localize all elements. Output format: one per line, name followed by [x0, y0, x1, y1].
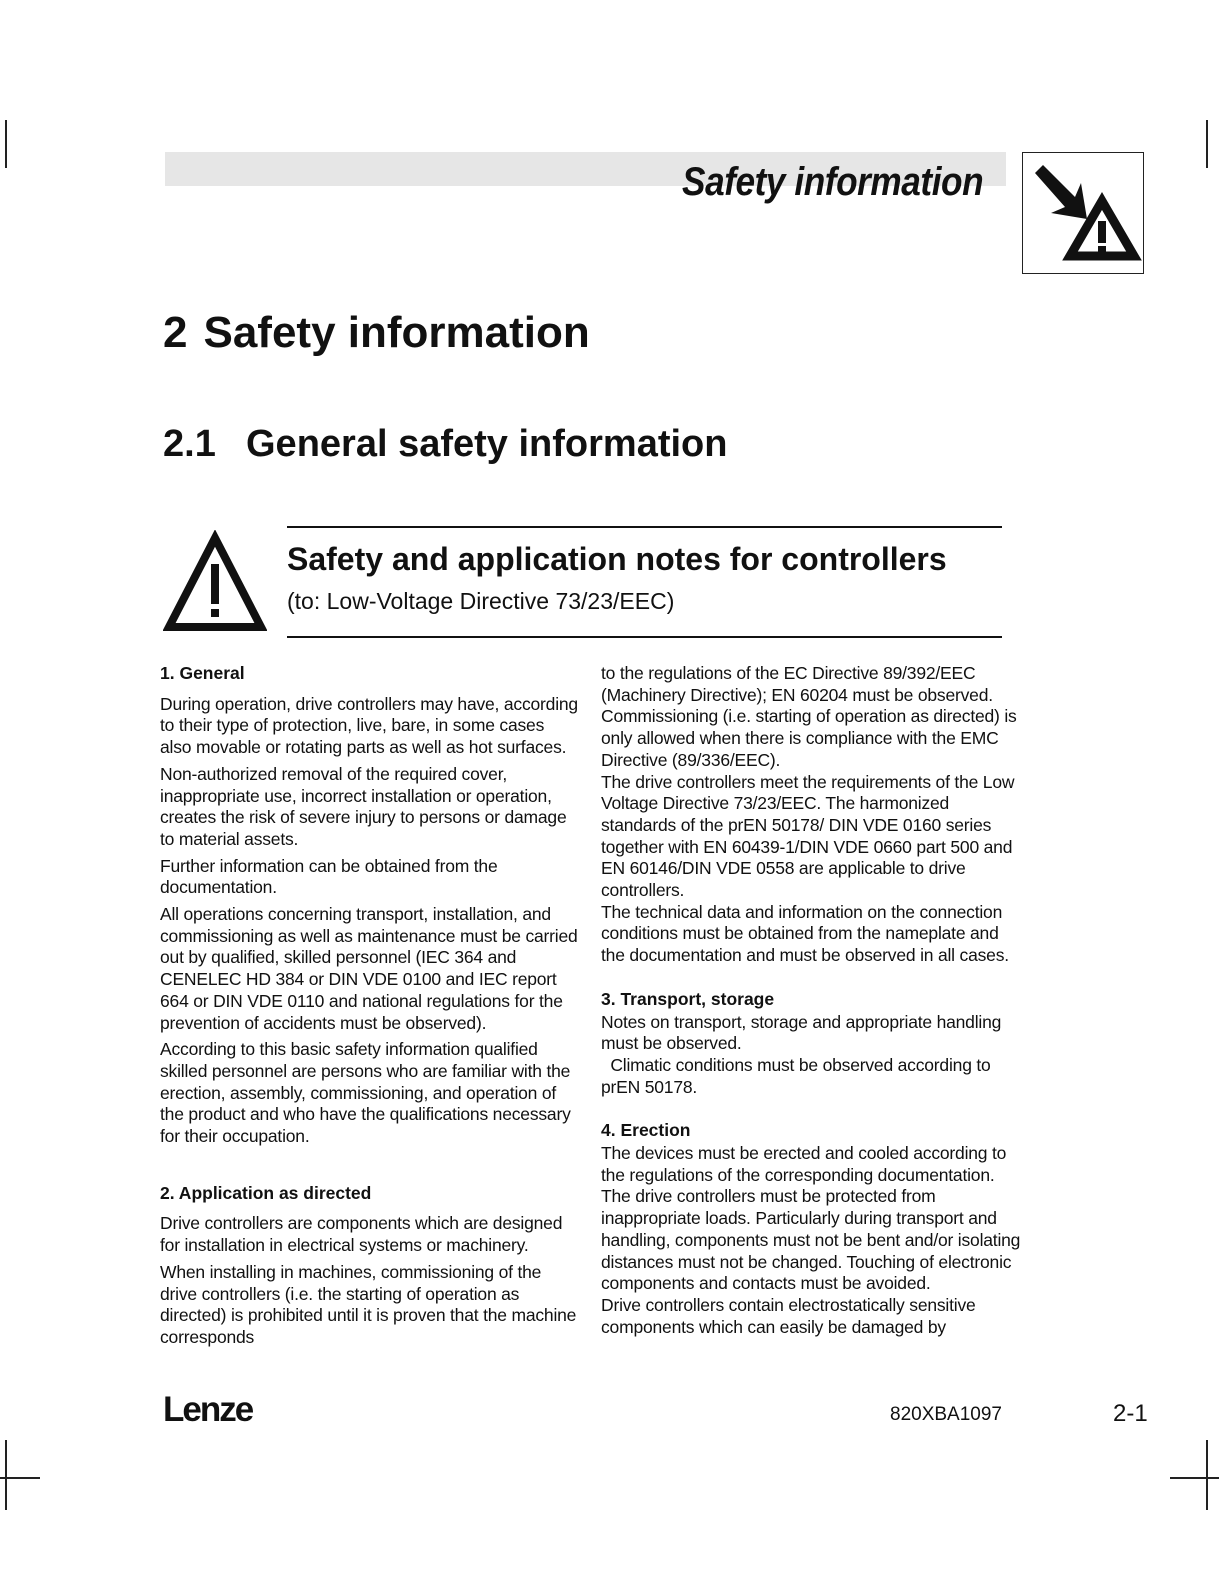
paragraph: to the regulations of the EC Directive 89/392/EEC (Machinery Directive); EN 60204 must be observed.	[601, 663, 993, 705]
paragraph: The drive controllers must be protected from inappropriate loads. Particularly during transport and handling, components must not be bent and/or isolating distances must not be changed. Touching of electronic components and contacts must be avoided.	[601, 1186, 1021, 1294]
paragraph: The technical data and information on the connection conditions must be obtained from the nameplate and the documentation and must be observed in all cases.	[601, 901, 1009, 966]
section-transport-title: 3. Transport, storage	[601, 988, 775, 1009]
notes-title: Safety and application notes for controllers	[287, 541, 947, 577]
paragraph: The devices must be erected and cooled according to the regulations of the corresponding documentation.	[601, 1143, 1007, 1185]
paragraph: Drive controllers are components which are designed for installation in electrical systems or machinery.	[160, 1213, 563, 1256]
paragraph: All operations concerning transport, installation, and commissioning as well as maintenance must be carried out by qualified, skilled personnel (IEC 364 and CENELEC HD 384 or DIN VDE 0100 and IEC report 664 or DIN VDE 0110 and national regulations for the prevention of accidents must be observed).	[160, 904, 578, 1033]
document-number: 820XBA1097	[890, 1404, 1002, 1425]
warning-triangle-icon	[163, 530, 267, 634]
paragraph: Commissioning (i.e. starting of operation as directed) is only allowed when there is compliance with the EMC Directive (89/336/EEC).	[601, 706, 1017, 770]
section-number: 2.1	[163, 423, 216, 465]
notes-top-rule	[287, 526, 1002, 528]
section-application-title: 2. Application as directed	[160, 1182, 372, 1203]
paragraph: The drive controllers meet the requirements of the Low Voltage Directive 73/23/EEC. The harmonized standards of the prEN 50178/ DIN VDE 0160 series together with EN 60439-1/DIN VDE 0660 part 500 and EN 60146/DIN VDE 0558 are applicable to drive controllers.	[601, 771, 1015, 901]
lenze-logo: Lenze	[163, 1390, 253, 1429]
running-header-title: Safety information	[681, 160, 983, 204]
paragraph: Climatic conditions must be observed according to prEN 50178.	[601, 1054, 996, 1097]
crop-mark	[5, 120, 7, 168]
chapter-number: 2	[163, 308, 188, 357]
crop-mark	[1206, 120, 1208, 168]
crop-mark	[1170, 1477, 1219, 1479]
paragraph: When installing in machines, commissioning of the drive controllers (i.e. the starting of operation as directed) is prohibited until it is proven that the machine corresponds	[160, 1261, 577, 1347]
left-column	[160, 663, 580, 1354]
paragraph: Further information can be obtained from the documentation.	[160, 855, 498, 898]
chapter-title: Safety information	[203, 308, 590, 357]
notes-subtitle: (to: Low-Voltage Directive 73/23/EEC)	[287, 588, 675, 614]
chapter-heading	[163, 308, 590, 358]
paragraph: Notes on transport, storage and appropriate handling must be observed.	[601, 1011, 1002, 1054]
arrow-warning-icon	[1022, 152, 1144, 274]
paragraph: Drive controllers contain electrostatically sensitive components which can easily be damaged by	[601, 1294, 976, 1337]
paragraph: During operation, drive controllers may have, according to their type of protection, live, bare, in some cases also movable or rotating parts as well as hot surfaces.	[160, 693, 578, 758]
paragraph: Non-authorized removal of the required cover, inappropriate use, incorrect installation or operation, creates the risk of severe injury to persons or damage to material assets.	[160, 763, 567, 849]
section-general-title: 1. General	[160, 663, 245, 683]
page-number: 2-1	[1113, 1400, 1148, 1427]
crop-mark	[1206, 1440, 1208, 1510]
right-column	[601, 663, 1021, 1338]
notes-bottom-rule	[287, 636, 1002, 638]
crop-mark	[0, 1477, 40, 1479]
section-heading	[163, 423, 727, 466]
section-title: General safety information	[246, 423, 728, 465]
section-erection-title: 4. Erection	[601, 1120, 691, 1141]
crop-mark	[5, 1440, 7, 1510]
paragraph: According to this basic safety information qualified skilled personnel are persons who are familiar with the erection, assembly, commissioning, and operation of the product and who have the qualifications necessary for their occupation.	[160, 1039, 571, 1147]
